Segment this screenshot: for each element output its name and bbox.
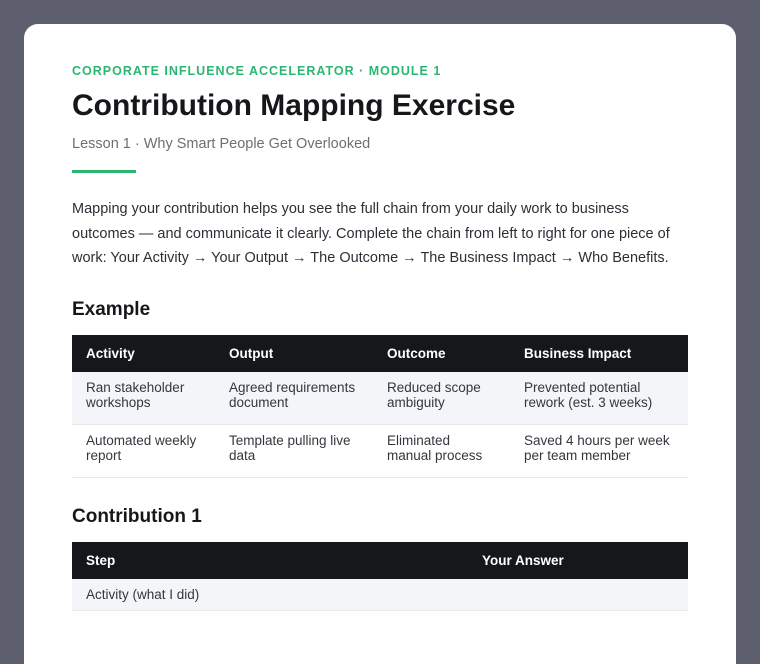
column-header-your-answer: Your Answer	[468, 542, 688, 579]
contribution-1-heading: Contribution 1	[72, 505, 202, 527]
table-cell: Automated weekly report	[72, 424, 215, 477]
table-cell: Saved 4 hours per week per team member	[510, 424, 688, 477]
course-eyebrow: CORPORATE INFLUENCE ACCELERATOR · MODULE 1	[72, 64, 442, 78]
column-header-activity: Activity	[72, 335, 215, 372]
lesson-subtitle: Lesson 1 · Why Smart People Get Overlooked	[72, 136, 371, 152]
table-cell: Ran stakeholder workshops	[72, 372, 215, 425]
column-header-business-impact: Business Impact	[510, 335, 688, 372]
contribution-1-table	[72, 542, 688, 612]
answer-cell[interactable]	[468, 579, 688, 611]
step-label: Activity (what I did)	[72, 579, 468, 611]
table-row	[72, 579, 688, 611]
example-header-row	[72, 335, 688, 372]
example-table	[72, 335, 688, 478]
contribution-header-row	[72, 542, 688, 579]
table-cell: Reduced scope ambiguity	[373, 372, 510, 425]
intro-paragraph: Mapping your contribution helps you see the full chain from your daily work to business outcomes — and communicate it clearly. Complete the chain from left to right for one piece of work: Your Activity → Your Output → The Outcome → The Business Impact → Who Benefits.	[72, 201, 670, 266]
table-cell: Eliminated manual process	[373, 424, 510, 477]
table-cell: Template pulling live data	[215, 424, 373, 477]
column-header-output: Output	[215, 335, 373, 372]
table-cell: Prevented potential rework (est. 3 weeks)	[510, 372, 688, 425]
table-row	[72, 372, 688, 425]
accent-divider	[72, 170, 136, 173]
column-header-step: Step	[72, 542, 468, 579]
column-header-outcome: Outcome	[373, 335, 510, 372]
table-cell: Agreed requirements document	[215, 372, 373, 425]
worksheet-card	[24, 24, 736, 664]
table-row	[72, 424, 688, 477]
page-title: Contribution Mapping Exercise	[72, 89, 516, 122]
example-heading: Example	[72, 298, 151, 320]
